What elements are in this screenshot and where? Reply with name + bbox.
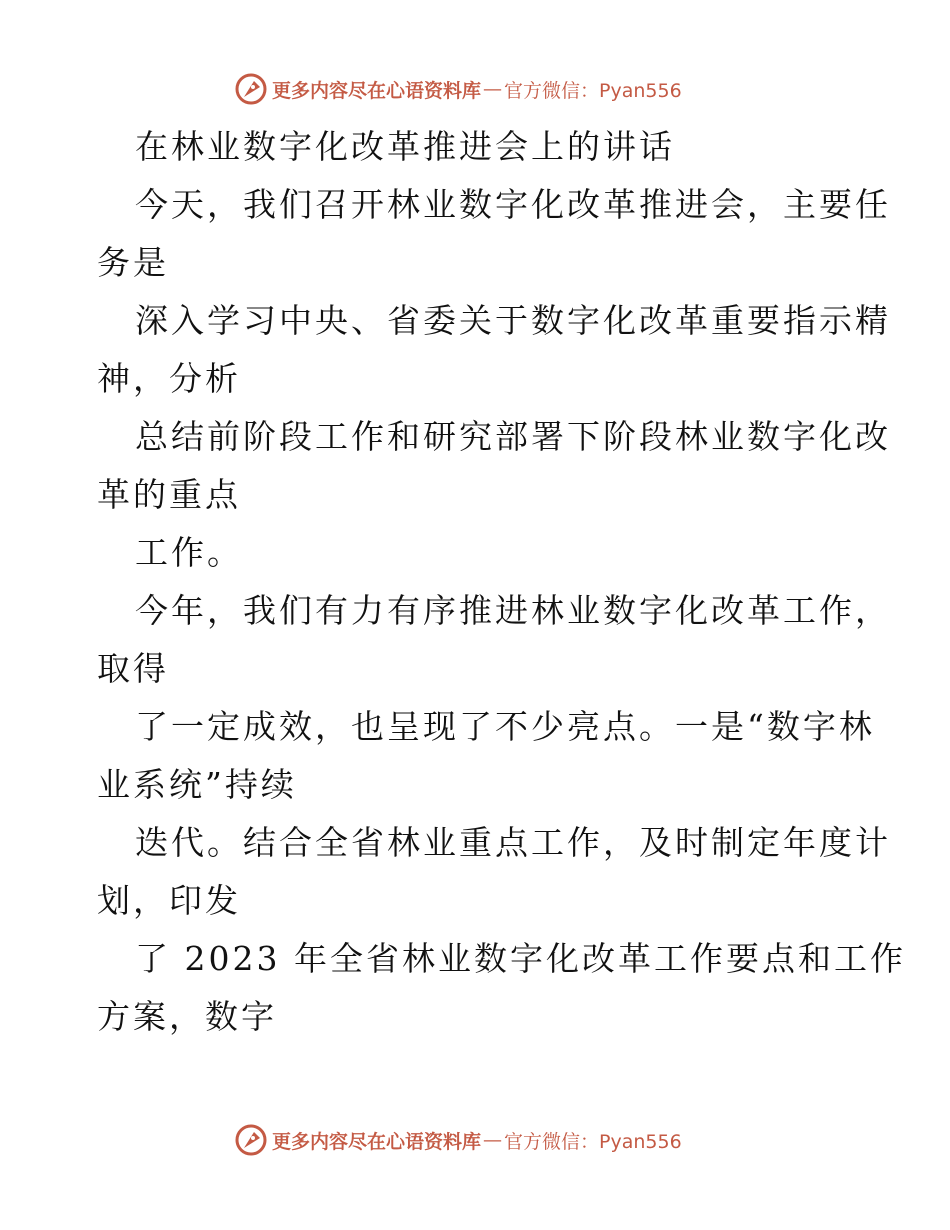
text-line: 今年，我们有力有序推进林业数字化改革工作， — [135, 591, 891, 630]
text-line: 迭代。结合全省林业重点工作，及时制定年度计 — [135, 823, 891, 862]
watermark-dash: — — [483, 78, 503, 100]
pen-nib-icon — [234, 1123, 268, 1157]
watermark-brand-text: 更多内容尽在心语资料库 — [272, 1130, 482, 1153]
watermark-dash: — — [483, 1129, 503, 1151]
pen-nib-icon — [234, 72, 268, 106]
document-title: 在林业数字化改革推进会上的讲话 — [135, 127, 675, 166]
document-body — [97, 118, 906, 1046]
text-line: 务是 — [97, 243, 169, 282]
text-line: 今天，我们召开林业数字化改革推进会，主要任 — [135, 185, 891, 224]
footer-watermark — [234, 1123, 682, 1157]
text-line: 取得 — [97, 649, 169, 688]
text-line: 总结前阶段工作和研究部署下阶段林业数字化改 — [135, 417, 891, 456]
text-line: 方案，数字 — [97, 997, 277, 1036]
text-line: 了一定成效，也呈现了不少亮点。一是“数字林 — [135, 707, 875, 746]
watermark-wechat-text: 官方微信：Pyan556 — [504, 1130, 682, 1153]
text-line: 深入学习中央、省委关于数字化改革重要指示精 — [135, 301, 891, 340]
text-line: 业系统”持续 — [97, 765, 297, 804]
header-watermark — [234, 72, 682, 106]
watermark-brand-text: 更多内容尽在心语资料库 — [272, 79, 482, 102]
text-line: 工作。 — [135, 533, 243, 572]
text-line: 革的重点 — [97, 475, 241, 514]
watermark-wechat-text: 官方微信：Pyan556 — [504, 79, 682, 102]
text-line: 神，分析 — [97, 359, 241, 398]
text-line: 划，印发 — [97, 881, 241, 920]
text-line: 了 2023 年全省林业数字化改革工作要点和工作 — [135, 939, 906, 978]
